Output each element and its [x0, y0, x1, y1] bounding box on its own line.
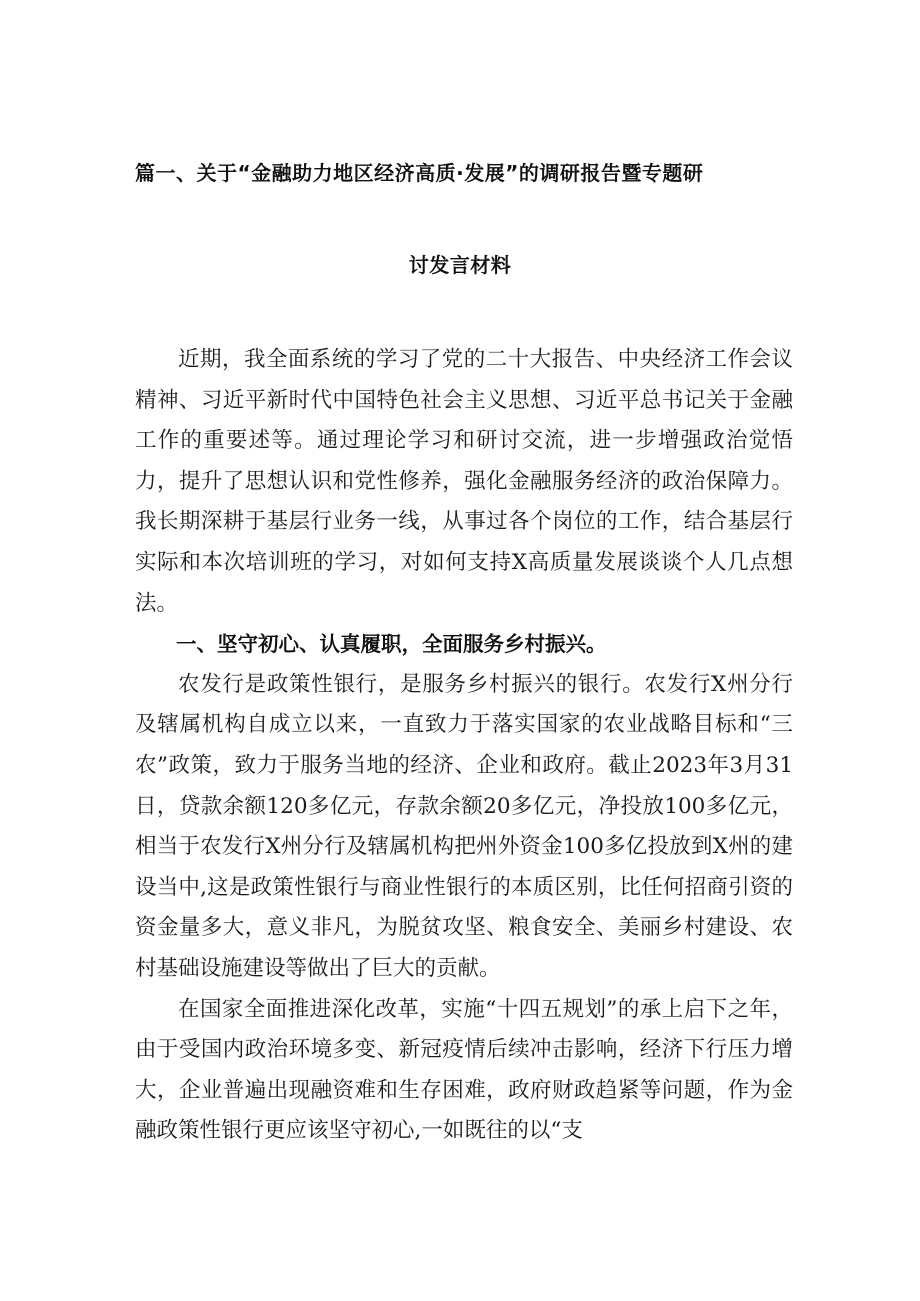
document-body — [135, 340, 793, 1152]
body-paragraph-3: 在国家全面推进深化改革，实施“十四五规划”的承上启下之年，由于受国内政治环境多变、新冠疫情后续冲击影响，经济下行压力增大，企业普遍出现融资难和生存困难，政府财政趋紧等问题，作为金融政策性银行更应该坚守初心,一如既往的以“支 — [135, 996, 793, 1144]
document-title-line-1: 篇一、关于“金融助力地区经济高质·发展”的调研报告暨专题研 — [135, 161, 704, 185]
body-paragraph-2: 农发行是政策性银行，是服务乡村振兴的银行。农发行X州分行及辖属机构自成立以来，一直致力于落实国家的农业战略目标和“三农”政策，致力于服务当地的经济、企业和政府。截止2023年3月31日，贷款余额120多亿元，存款余额20多亿元，净投放100多亿元，相当于农发行X州分行及辖属机构把州外资金100多亿投放到X州的建设当中,这是政策性银行与商业性银行的本质区别，比任何招商引资的资金量多大，意义非凡，为脱贫攻坚、粮食安全、美丽乡村建设、农村基础设施建设等做出了巨大的贡献。 — [135, 671, 793, 981]
intro-paragraph: 近期，我全面系统的学习了党的二十大报告、中央经济工作会议精神、习近平新时代中国特色社会主义思想、习近平总书记关于金融工作的重要述等。通过理论学习和研讨交流，进一步增强政治觉悟力，提升了思想认识和党性修养，强化金融服务经济的政治保障力。我长期深耕于基层行业务一线，从事过各个岗位的工作，结合基层行实际和本次培训班的学习，对如何支持X高质量发展谈谈个人几点想法。 — [135, 347, 793, 616]
document-title-line-2: 讨发言材料 — [408, 253, 512, 277]
section-heading-1: 一、坚守初心、认真履职，全面服务乡村振兴。 — [176, 632, 607, 657]
